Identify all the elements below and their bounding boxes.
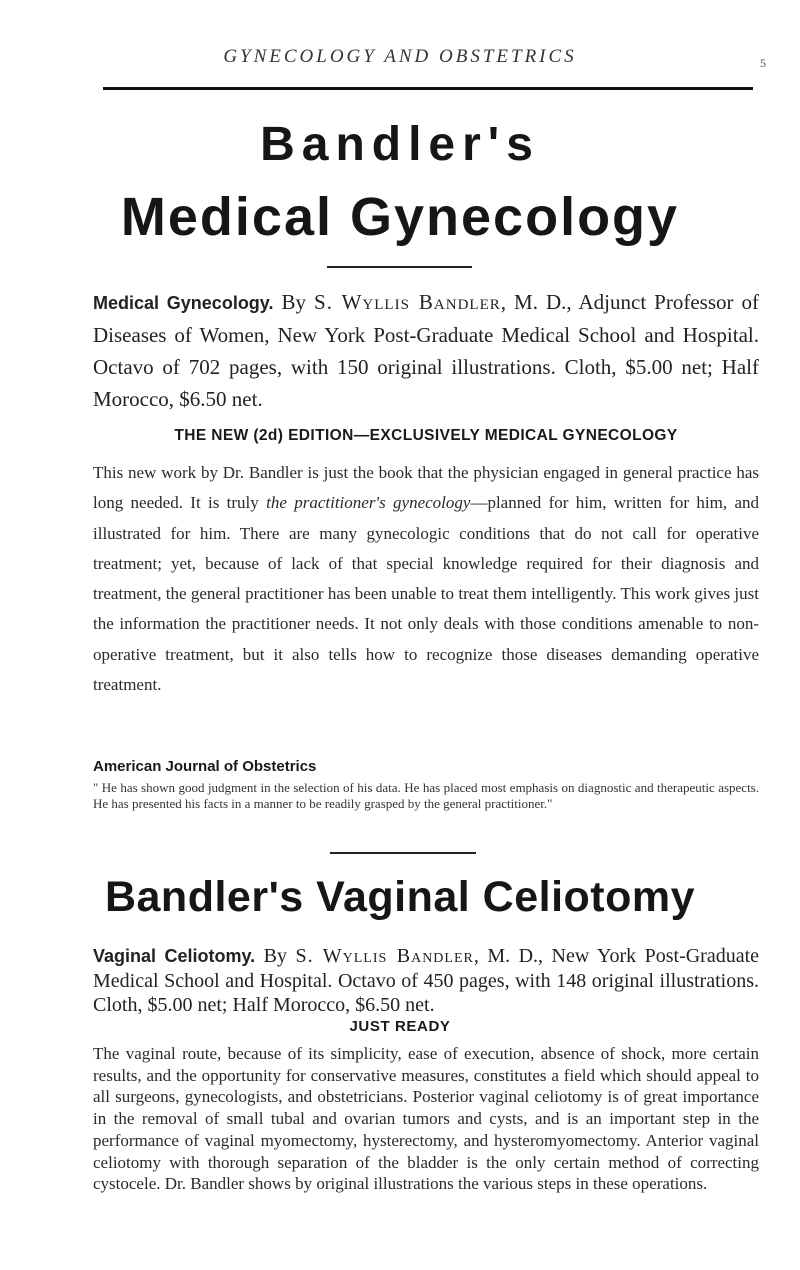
review-source: American Journal of Obstetrics (93, 758, 317, 775)
book1-body-after: —planned for him, written for him, and illustrated for him. There are many gynecologic conditions that do not call for operative treatment; yet, because of lack of that special knowledge required for their diagnosis and treatment, the general practitioner has been unable to treat them intelligently. This work gives just the information the practitioner needs. It not only deals with those conditions amenable to non-operative treatment, but it also tells how to recognize those diseases demanding operative treatment. (93, 493, 759, 695)
book2-author: S. Wyllis Bandler (295, 945, 474, 967)
book1-body-italic: the practitioner's gynecology (266, 493, 471, 513)
title-divider (327, 266, 472, 268)
book1-body (93, 458, 759, 700)
book1-details: , M. D., Adjunct Professor of Diseases of Women, New York Post-Graduate Medical School and Hospital. Octavo of 702 pages, with 150 original illustrations. Cloth, $5.00 net; Half Morocco, $6.50 net. (93, 290, 759, 411)
book2-by: By (263, 945, 288, 967)
book2-details: , M. D., New York Post-Graduate Medical School and Hospital. Octavo of 450 pages, with 148 original illustrations. Cloth, $5.00 net; Half Morocco, $6.50 net. (93, 945, 760, 1016)
book2-lead: Vaginal Celiotomy. (93, 946, 256, 966)
book1-lead: Medical Gynecology. (93, 293, 274, 313)
book1-author: S. Wyllis Bandler (314, 290, 501, 314)
book2-title: Bandler's Vaginal Celiotomy (104, 873, 696, 921)
top-rule (103, 87, 753, 90)
running-head: GYNECOLOGY AND OBSTETRICS (223, 46, 577, 67)
book1-edition-heading: THE NEW (2d) EDITION—EXCLUSIVELY MEDICAL GYNECOLOGY (174, 427, 678, 444)
book2-description (93, 944, 759, 1018)
book2-body: The vaginal route, because of its simplicity, ease of execution, absence of shock, more certain results, and the opportunity for conservative measures, constitutes a field which should appeal to all surgeons, gynecologists, and obstetricians. Posterior vaginal celiotomy is of great importance in the removal of small tubal and ovarian tumors and cysts, and is an important step in the performance of vaginal myomectomy, hysterectomy, and hysteromyomectomy. Anterior vaginal celiotomy with thorough separation of the bladder is the only certain method of correcting cystocele. Dr. Bandler shows by original illustrations the various steps in these operations. (93, 1044, 759, 1194)
book1-description (93, 286, 759, 415)
section-divider (330, 852, 476, 854)
book1-title-line2: Medical Gynecology (120, 187, 680, 247)
review-quote: " He has shown good judgment in the selection of his data. He has placed most emphasis on diagnostic and therapeutic aspects. He has presented his facts in a manner to be readily grasped by the general practitioner." (93, 780, 759, 811)
page-number: 5 (760, 56, 766, 70)
book1-title-line1: Bandler's (260, 118, 540, 171)
book2-status: JUST READY (349, 1018, 451, 1035)
book1-body-before: This new work by Dr. Bandler is just the book that the physician engaged in general practice has long needed. It is truly (93, 463, 759, 513)
book1-by: By (281, 290, 307, 314)
